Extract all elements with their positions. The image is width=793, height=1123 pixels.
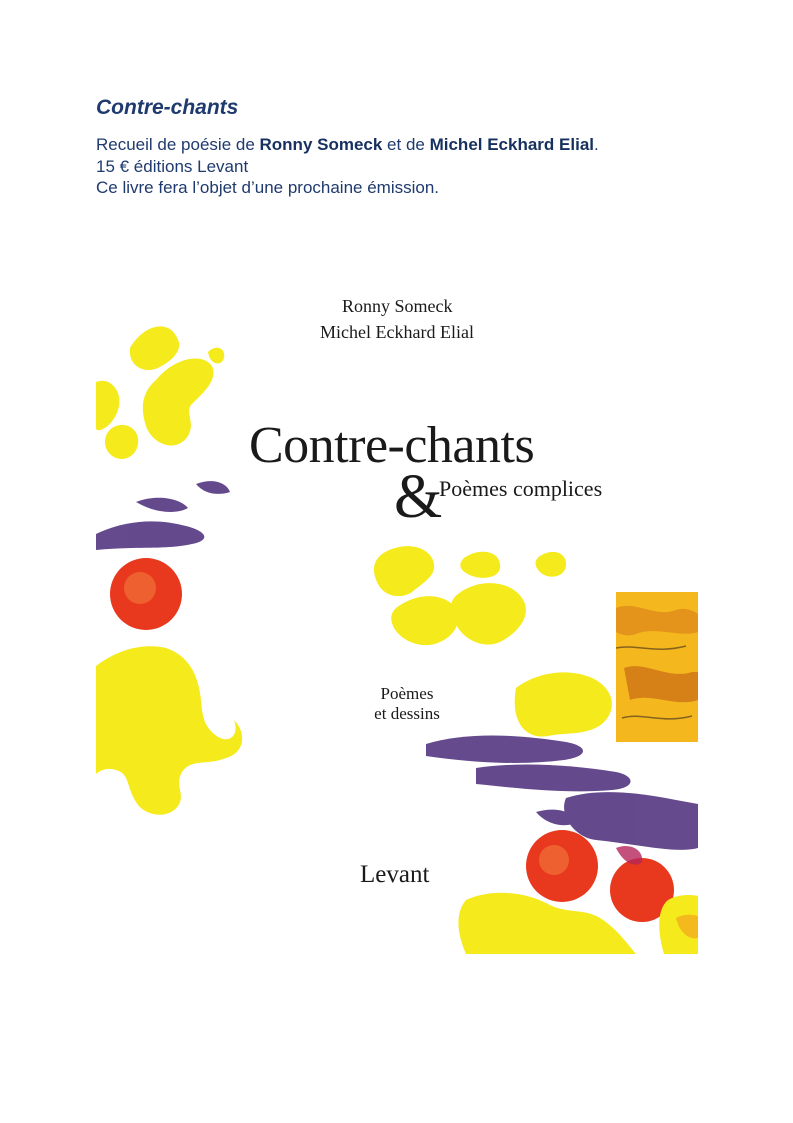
purple-streaks-left [96,481,230,550]
price-publisher-line: 15 € éditions Levant [96,156,249,176]
broadcast-note-line: Ce livre fera l’objet d’une prochaine émission. [96,178,440,197]
cover-genre [362,684,452,724]
cover-painting [96,288,698,954]
description-line [96,134,736,156]
description-suffix: . [594,135,599,154]
article-body [96,134,736,199]
cover-ampersand: & [394,463,443,531]
cover-genre-line-1: Poèmes [380,684,434,703]
author-name-2: Michel Eckhard Elial [429,135,594,154]
book-cover-image [96,288,698,954]
article-header [96,95,736,199]
cover-subtitle: Poèmes complices [439,476,603,501]
textured-block-right [616,592,698,742]
yellow-splash-top-left [96,326,224,459]
description-prefix: Recueil de poésie de [96,135,260,154]
cover-title: Contre-chants [249,417,535,474]
description-middle: et de [382,135,430,154]
cover-publisher: Levant [360,861,430,888]
yellow-splash-left-bottom [96,646,242,814]
cover-author-2: Michel Eckhard Elial [320,322,474,342]
article-title: Contre-chants [96,96,239,119]
cover-author-1: Ronny Someck [342,296,453,316]
cover-genre-line-2: et dessins [374,704,440,723]
author-name-1: Ronny Someck [259,135,383,154]
yellow-splash-bottom-right [458,893,636,954]
